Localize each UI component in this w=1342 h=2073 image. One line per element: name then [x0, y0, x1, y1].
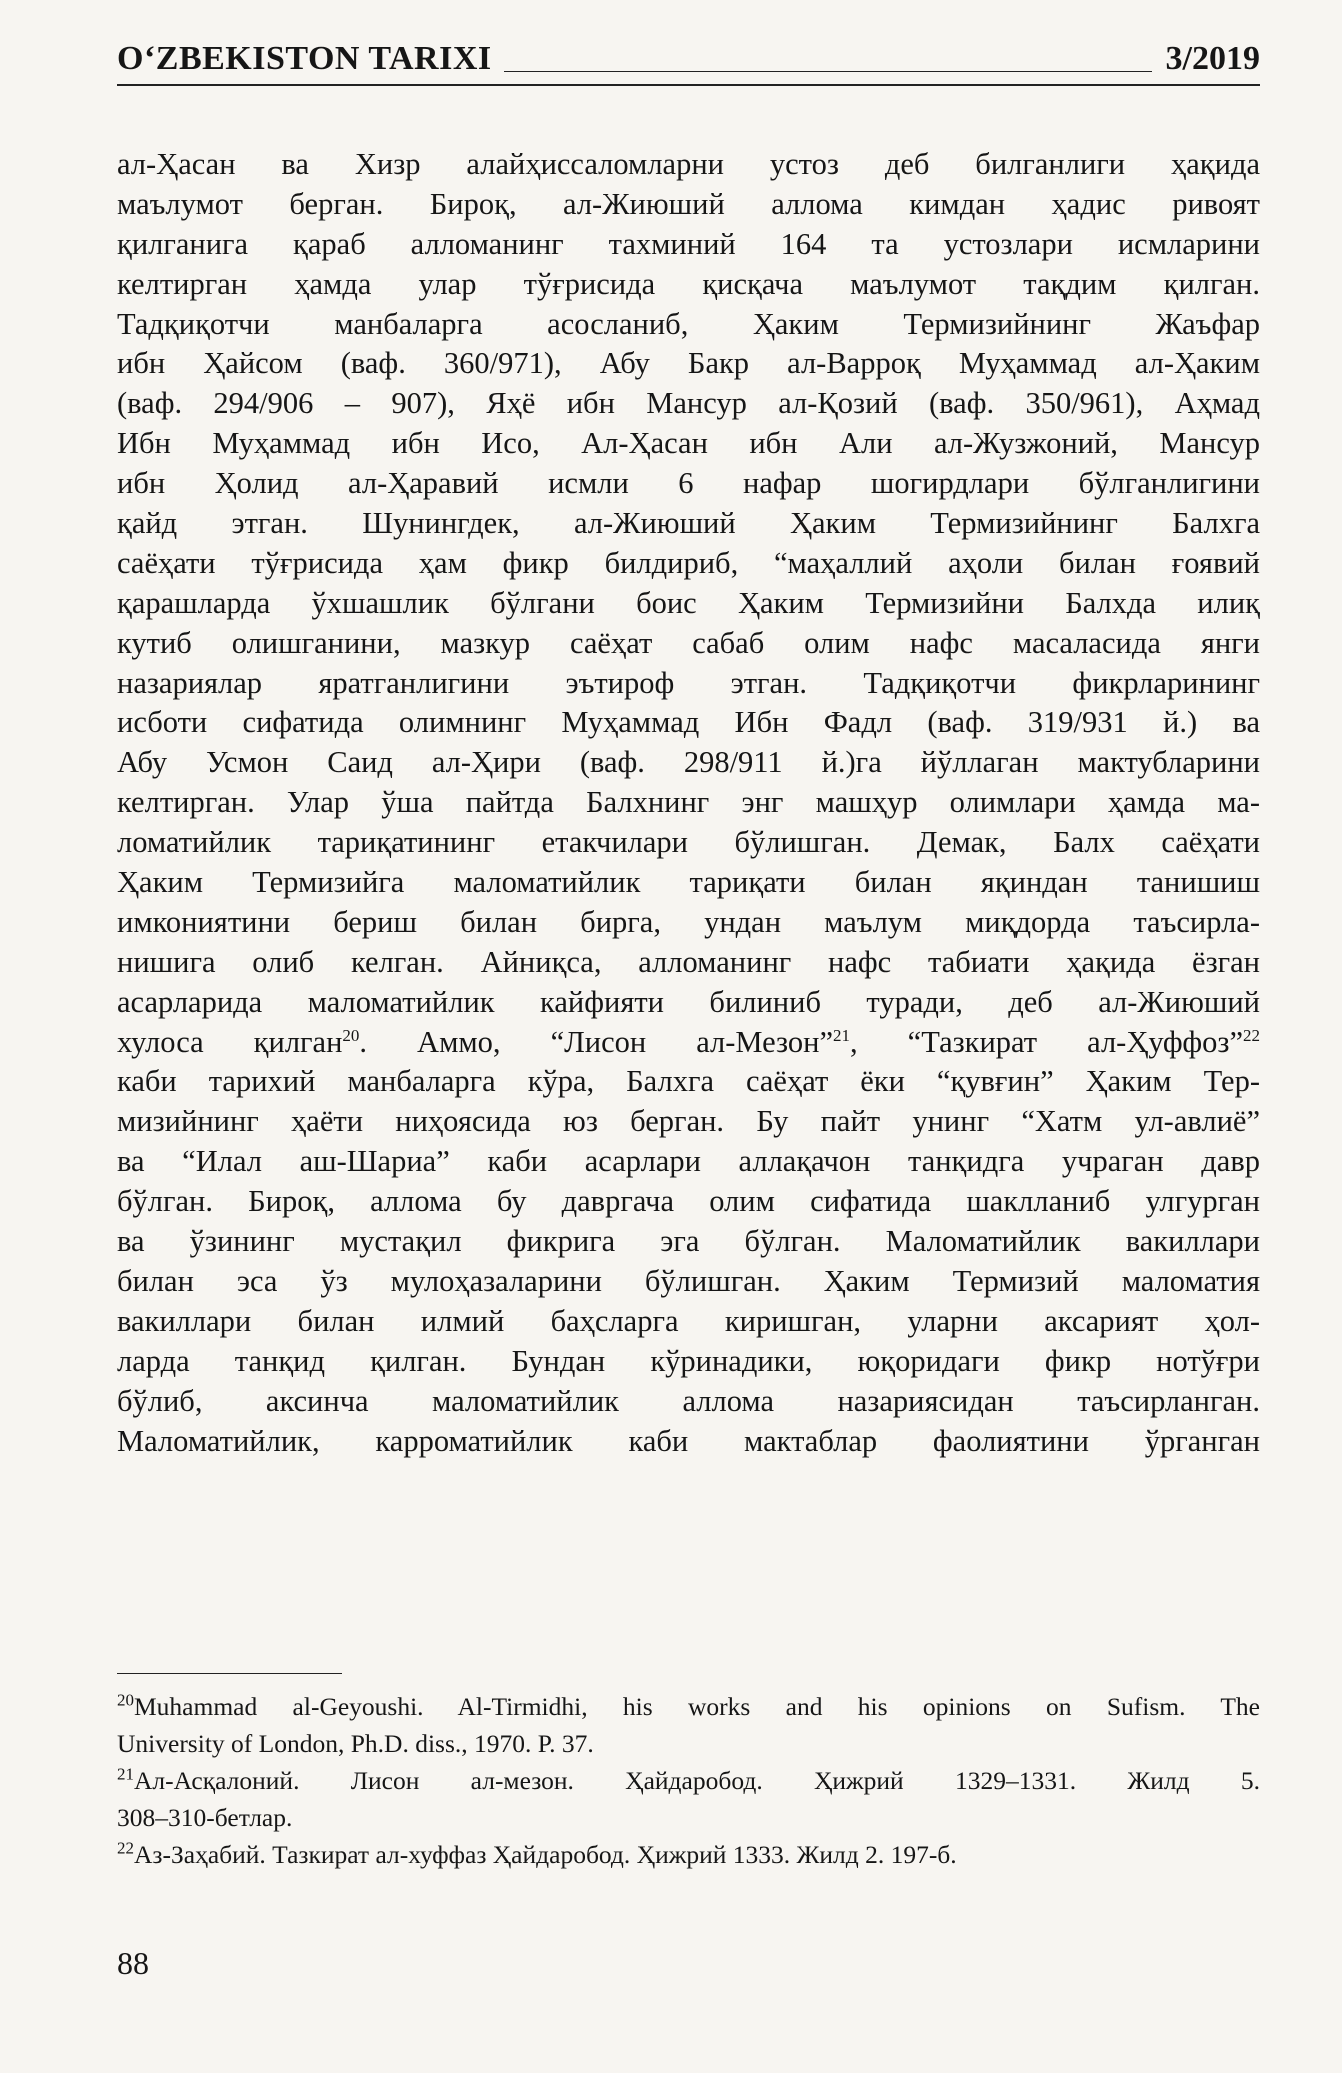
footnote-text: Ал-Асқалоний. Лисон ал-мезон. Ҳайдаробод. Ҳижрий 1329–1331. Жилд 5. — [134, 1766, 1260, 1795]
footnote-22 — [117, 1836, 1260, 1873]
footnote-separator — [117, 1673, 342, 1674]
footnotes — [117, 1688, 1260, 1873]
body-line: ибн Ҳайсом (ваф. 360/971), Абу Бакр ал-Варроқ Муҳаммад ал-Ҳаким — [117, 346, 1260, 381]
body-line: саёҳати тўғрисида ҳам фикр билдириб, “маҳаллий аҳоли билан ғоявий — [117, 545, 1260, 580]
running-header — [117, 38, 1260, 86]
footnote-number: 22 — [117, 1838, 134, 1858]
footnote-number: 21 — [117, 1764, 134, 1784]
body-line: бўлиб, аксинча маломатийлик аллома назариясидан таъсирланган. — [117, 1383, 1260, 1418]
body-line: ва ўзининг мустақил фикрига эга бўлган. Маломатийлик вакиллари — [117, 1224, 1260, 1259]
body-line: имкониятини бериш билан бирга, ундан маълум миқдорда таъсирла- — [117, 904, 1260, 939]
footnote-text: Muhammad al-Geyoushi. Al-Tirmidhi, his works and his opinions on Sufism. The — [134, 1692, 1260, 1721]
body-line: нишига олиб келган. Айниқса, алломанинг нафс табиати ҳақида ёзган — [117, 944, 1260, 979]
text-segment: . Аммо, “Лисон ал-Мезон” — [359, 1024, 834, 1059]
body-line-with-footnote-refs — [117, 1023, 1260, 1063]
body-line: Ҳаким Термизийга маломатийлик тариқати билан яқиндан танишиш — [117, 865, 1260, 900]
body-line: билан эса ўз мулоҳазаларини бўлишган. Ҳаким Термизий маломатия — [117, 1263, 1260, 1298]
footnote-21 — [117, 1762, 1260, 1836]
body-line: мизийнинг ҳаёти ниҳоясида юз берган. Бу пайт унинг “Хатм ул-авлиё” — [117, 1104, 1260, 1139]
footnote-number: 20 — [117, 1690, 134, 1710]
body-line: бўлган. Бироқ, аллома бу давргача олим сифатида шаклланиб улгурган — [117, 1184, 1260, 1219]
body-text — [117, 145, 1260, 1461]
body-line: маълумот берган. Бироқ, ал-Жиюший аллома кимдан ҳадис ривоят — [117, 186, 1260, 221]
body-line: Тадқиқотчи манбаларга асосланиб, Ҳаким Термизийнинг Жаъфар — [117, 306, 1260, 341]
header-rule — [504, 71, 1152, 72]
body-line: кутиб олишганини, мазкур саёҳат сабаб олим нафс масаласида янги — [117, 625, 1260, 660]
body-line: Маломатийлик, карроматийлик каби мактаблар фаолиятини ўрганган — [117, 1423, 1260, 1458]
body-line: қилганига қараб алломанинг тахминий 164 та устозлари исмларини — [117, 226, 1260, 261]
body-line: ларда танқид қилган. Бундан кўринадики, юқоридаги фикр нотўғри — [117, 1343, 1260, 1378]
footnote-ref-22[interactable]: 22 — [1243, 1025, 1260, 1045]
footnote-ref-21[interactable]: 21 — [833, 1025, 851, 1045]
body-line: вакиллари билан илмий баҳсларга киришган, уларни аксарият ҳол- — [117, 1303, 1260, 1338]
footnote-line: 308–310-бетлар. — [117, 1803, 293, 1832]
body-line: каби тарихий манбаларга кўра, Балхга саёҳат ёки “қувғин” Ҳаким Тер- — [117, 1064, 1260, 1099]
body-line: ибн Ҳолид ал-Ҳаравий исмли 6 нафар шогирдлари бўлганлигини — [117, 466, 1260, 501]
body-line: назариялар яратганлигини эътироф этган. Тадқиқотчи фикрларининг — [117, 665, 1260, 700]
footnote-ref-20[interactable]: 20 — [342, 1025, 360, 1045]
body-line: келтирган ҳамда улар тўғрисида қисқача маълумот тақдим қилган. — [117, 266, 1260, 301]
footnote-20 — [117, 1688, 1260, 1762]
body-line: қарашларда ўхшашлик бўлгани боис Ҳаким Термизийни Балхда илиқ — [117, 585, 1260, 620]
body-line: ал-Ҳасан ва Хизр алайҳиссаломларни устоз деб билганлиги ҳақида — [117, 147, 1260, 181]
body-line: (ваф. 294/906 – 907), Яҳё ибн Мансур ал-Қозий (ваф. 350/961), Аҳмад — [117, 386, 1260, 421]
footnote-line — [117, 1688, 1260, 1725]
body-line: келтирган. Улар ўша пайтда Балхнинг энг машҳур олимлари ҳамда ма- — [117, 785, 1260, 820]
footnote-text: Аз-Заҳабий. Тазкират ал-хуффаз Ҳайдаробод. Ҳижрий 1333. Жилд 2. 197-б. — [134, 1840, 957, 1869]
body-line: қайд этган. Шунингдек, ал-Жиюший Ҳаким Термизийнинг Балхга — [117, 506, 1260, 541]
body-line: ва “Илал аш-Шариа” каби асарлари аллақачон танқидга учраган давр — [117, 1144, 1260, 1179]
text-segment: , “Тазкират ал-Ҳуффоз” — [850, 1024, 1244, 1059]
issue-number: 3/2019 — [1165, 40, 1260, 77]
journal-title: O‘ZBEKISTON TARIXI — [117, 40, 492, 77]
footnote-line — [117, 1836, 1260, 1873]
body-line: Ибн Муҳаммад ибн Исо, Ал-Ҳасан ибн Али ал-Жузжоний, Мансур — [117, 426, 1260, 461]
body-line: асарларида маломатийлик кайфияти билиниб туради, деб ал-Жиюший — [117, 984, 1260, 1019]
text-segment: хулоса қилган — [117, 1024, 343, 1059]
body-line: Абу Усмон Саид ал-Ҳири (ваф. 298/911 й.)га йўллаган мактубларини — [117, 745, 1260, 780]
footnote-line: University of London, Ph.D. diss., 1970. P. 37. — [117, 1729, 594, 1758]
footnote-line — [117, 1762, 1260, 1799]
body-line: ломатийлик тариқатининг етакчилари бўлишган. Демак, Балх саёҳати — [117, 825, 1260, 860]
page-number: 88 — [117, 1945, 149, 1981]
body-line: исботи сифатида олимнинг Муҳаммад Ибн Фадл (ваф. 319/931 й.) ва — [117, 705, 1260, 740]
